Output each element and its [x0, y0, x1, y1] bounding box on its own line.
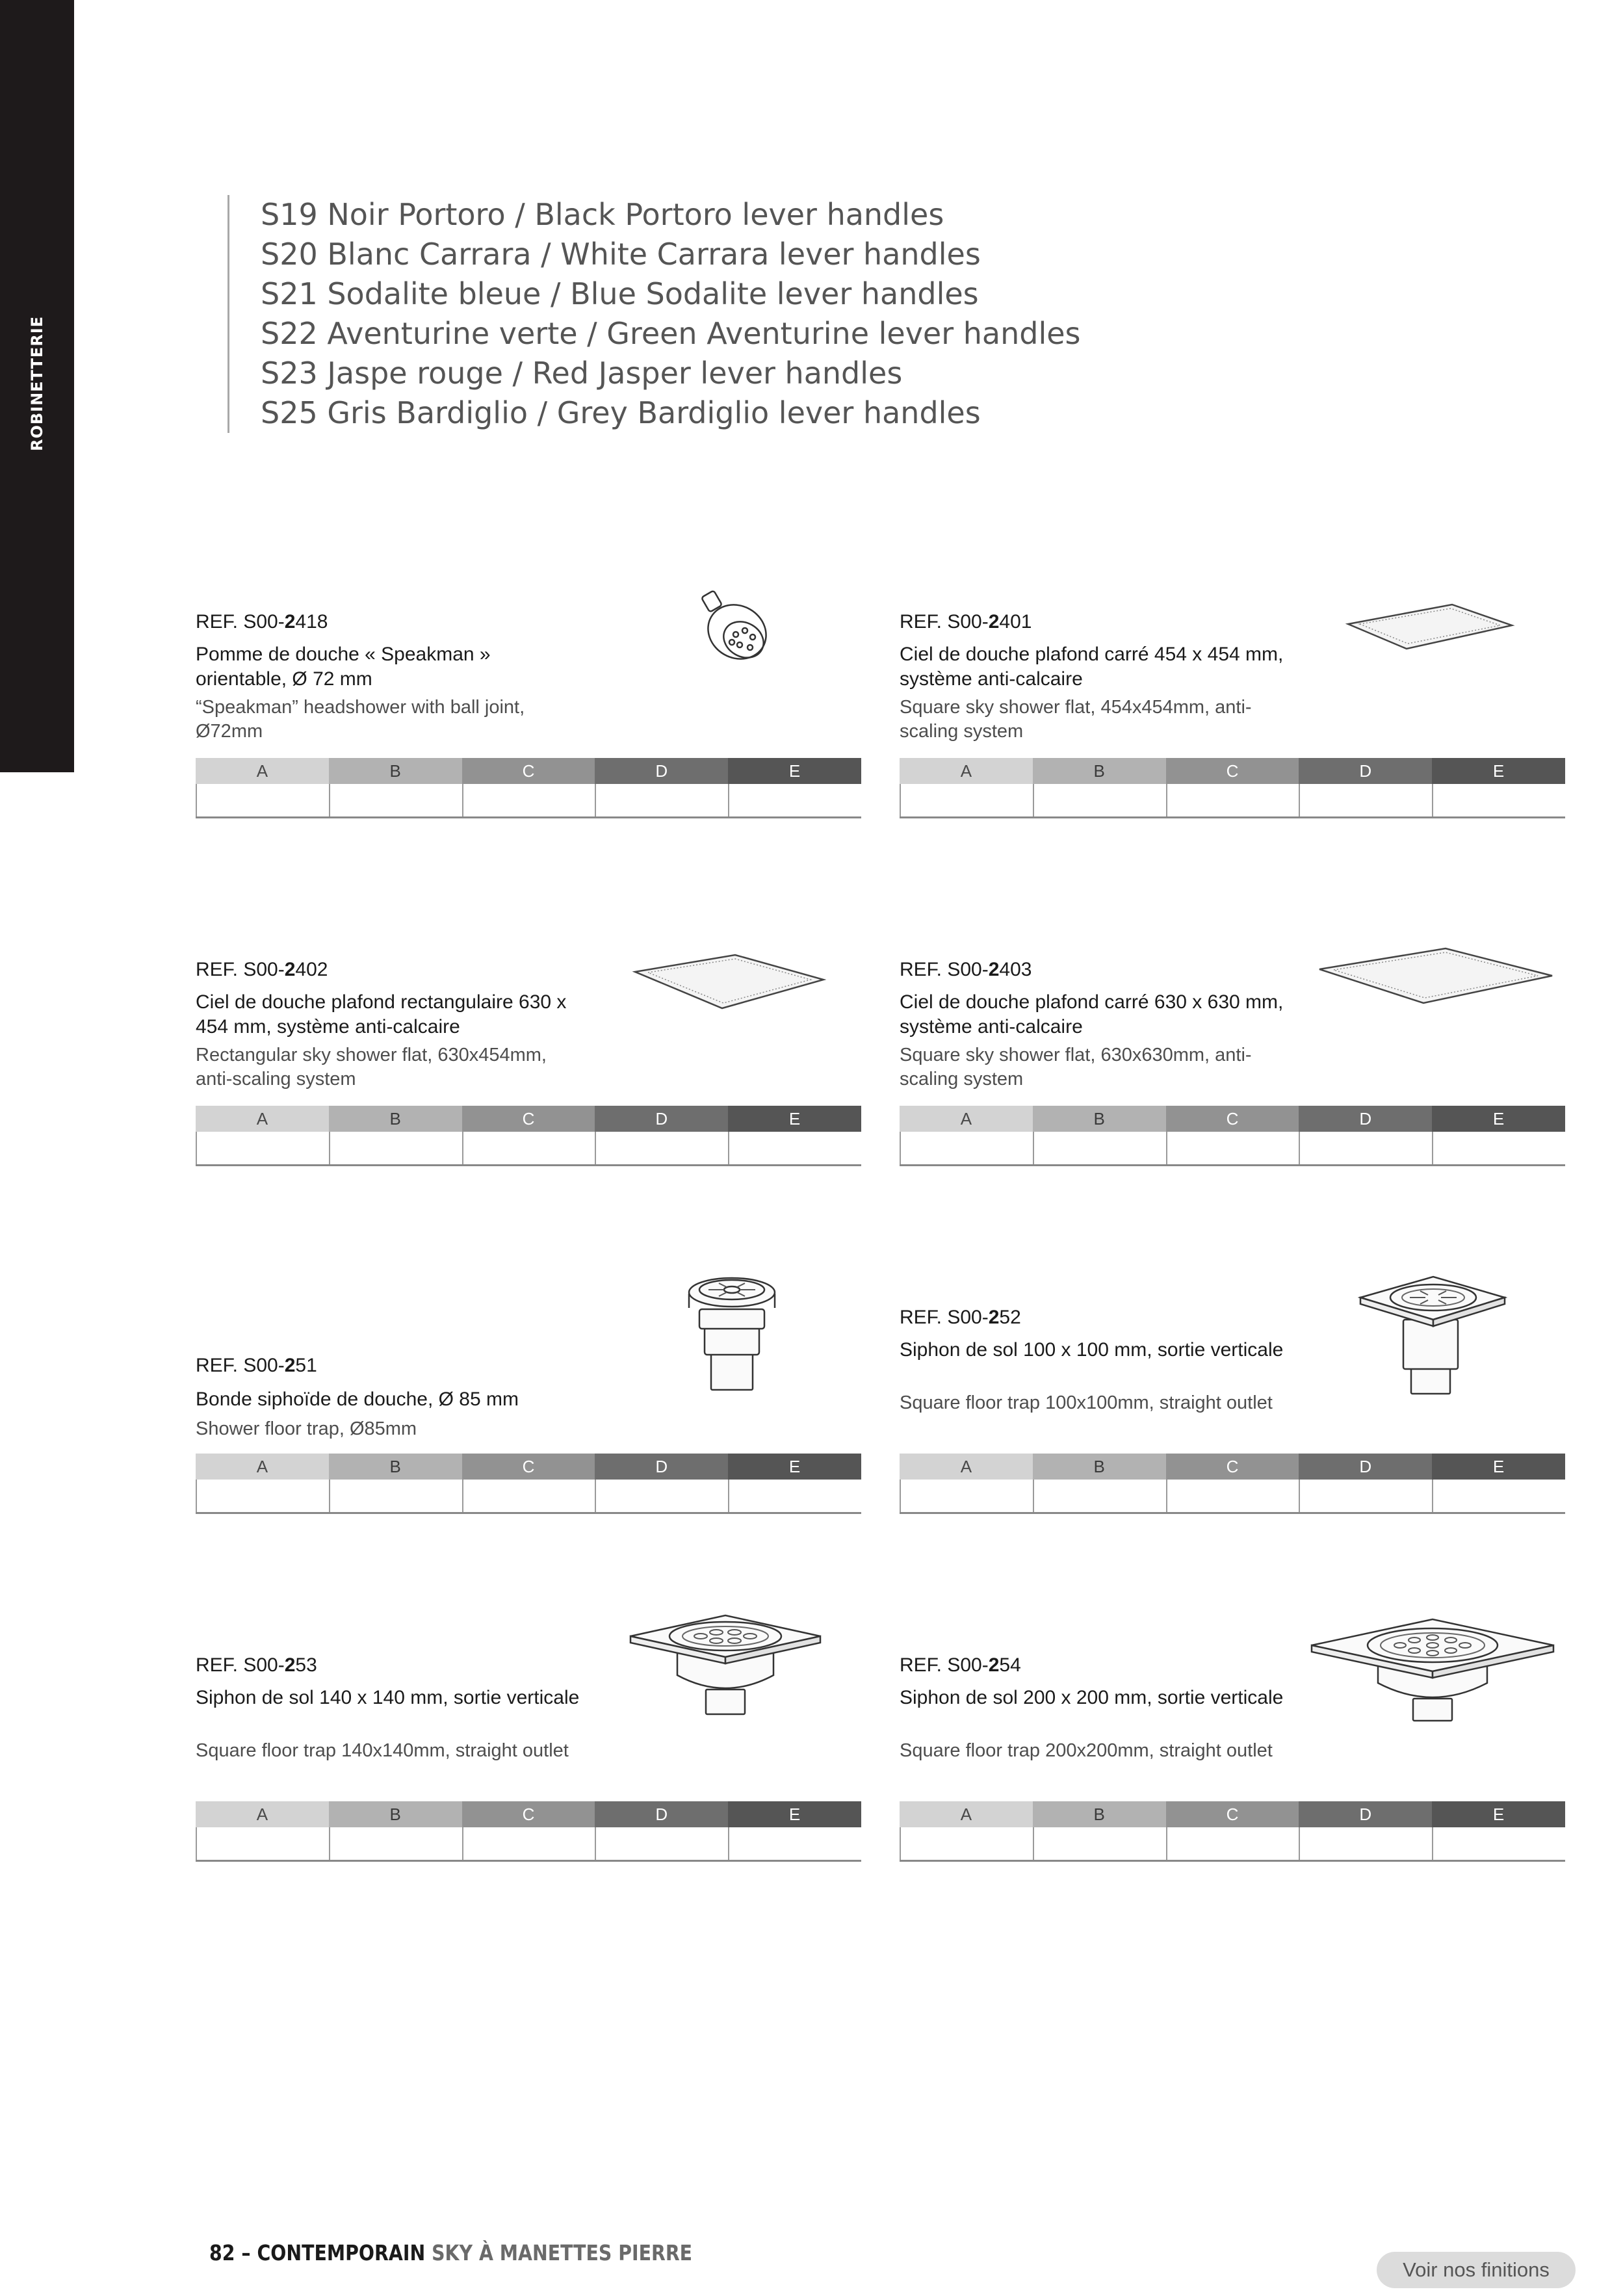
product-card [196, 1300, 861, 1515]
grade-header-d: D [595, 1801, 728, 1827]
grade-cell-c [1166, 1132, 1299, 1164]
grade-header-c: C [462, 758, 595, 784]
product-description-fr: Bonde siphoïde de douche, Ø 85 mm [196, 1389, 519, 1410]
product-description-en: Rectangular sky shower flat, 630x454mm, anti-scaling system [196, 1045, 547, 1089]
grade-header-a: A [196, 1454, 329, 1480]
product-card [900, 605, 1565, 819]
grade-header-e: E [1432, 1454, 1565, 1480]
grade-cell-a [900, 784, 1033, 816]
grade-cell-b [329, 1480, 462, 1512]
price-grade-table [900, 1454, 1565, 1514]
grade-header-e: E [728, 758, 861, 784]
floor-trap-100-icon [1358, 1268, 1507, 1404]
grade-header-b: B [1033, 1454, 1166, 1480]
grade-cell-e [1432, 1132, 1565, 1164]
grade-cell-c [1166, 1480, 1299, 1512]
grade-header-a: A [196, 1106, 329, 1132]
grade-cell-a [900, 1827, 1033, 1860]
grade-cell-e [1432, 1480, 1565, 1512]
price-grade-table [196, 1801, 861, 1862]
product-description-fr: Siphon de sol 140 x 140 mm, sortie verticale [196, 1687, 580, 1708]
square-sky-shower-icon [1342, 599, 1517, 658]
grade-cell-b [1033, 1132, 1166, 1164]
view-finishes-button[interactable]: Voir nos finitions [1377, 2252, 1576, 2288]
grade-header-b: B [1033, 1106, 1166, 1132]
product-description-fr: Siphon de sol 100 x 100 mm, sortie verticale [900, 1339, 1284, 1361]
grade-cell-d [1299, 1480, 1432, 1512]
grade-header-d: D [595, 1454, 728, 1480]
price-grade-table [196, 1454, 861, 1514]
page-footer [209, 2240, 692, 2265]
large-square-sky-shower-icon [1316, 946, 1556, 1011]
grade-cell-d [595, 1132, 728, 1164]
rectangular-sky-shower-icon [631, 952, 826, 1017]
price-grade-table [900, 1106, 1565, 1166]
floor-trap-200-icon [1309, 1615, 1556, 1726]
grade-header-d: D [595, 1106, 728, 1132]
product-ref: REF. S00-2401 [900, 611, 1032, 633]
grade-cell-b [1033, 784, 1166, 816]
grade-cell-e [728, 1132, 861, 1164]
side-tab [0, 0, 74, 772]
product-description-en: Square floor trap 200x200mm, straight outlet [900, 1740, 1273, 1761]
grade-cell-d [1299, 784, 1432, 816]
grade-header-d: D [1299, 1801, 1432, 1827]
product-ref: REF. S00-254 [900, 1654, 1021, 1676]
grade-header-a: A [196, 1801, 329, 1827]
grade-cell-a [900, 1132, 1033, 1164]
product-description-fr: Ciel de douche plafond rectangulaire 630 x 454 mm, système anti-calcaire [196, 991, 567, 1037]
grade-header-c: C [1166, 1106, 1299, 1132]
product-ref: REF. S00-252 [900, 1307, 1021, 1328]
product-card [900, 952, 1565, 1167]
finish-item: S23 Jaspe rouge / Red Jasper lever handles [261, 356, 903, 391]
grade-header-c: C [1166, 1454, 1299, 1480]
finish-item: S25 Gris Bardiglio / Grey Bardiglio lever handles [261, 395, 981, 430]
footer-collection: SKY À MANETTES PIERRE [432, 2240, 693, 2265]
grade-header-c: C [1166, 758, 1299, 784]
grade-cell-d [1299, 1827, 1432, 1860]
grade-header-a: A [900, 1801, 1033, 1827]
price-grade-table [900, 758, 1565, 818]
headshower-icon [693, 585, 777, 670]
finish-item: S20 Blanc Carrara / White Carrara lever handles [261, 237, 981, 272]
grade-header-b: B [329, 1454, 462, 1480]
finish-item: S22 Aventurine verte / Green Aventurine lever handles [261, 316, 1081, 351]
grade-cell-c [462, 1827, 595, 1860]
grade-cell-a [900, 1480, 1033, 1512]
grade-cell-b [1033, 1480, 1166, 1512]
grade-cell-d [595, 1480, 728, 1512]
grade-header-a: A [900, 1454, 1033, 1480]
grade-header-c: C [1166, 1801, 1299, 1827]
grade-header-d: D [595, 758, 728, 784]
grade-cell-b [329, 1132, 462, 1164]
grade-cell-e [1432, 1827, 1565, 1860]
grade-cell-c [462, 784, 595, 816]
product-ref: REF. S00-253 [196, 1654, 317, 1676]
grade-cell-e [728, 1480, 861, 1512]
product-card [196, 605, 861, 819]
finish-item: S19 Noir Portoro / Black Portoro lever handles [261, 197, 944, 232]
product-description-fr: Ciel de douche plafond carré 454 x 454 mm, système anti-calcaire [900, 644, 1284, 690]
grade-header-e: E [728, 1454, 861, 1480]
grade-cell-b [1033, 1827, 1166, 1860]
finishes-list [227, 195, 1081, 433]
product-ref: REF. S00-2402 [196, 959, 328, 980]
product-card [196, 952, 861, 1167]
grade-header-c: C [462, 1106, 595, 1132]
grade-header-b: B [1033, 1801, 1166, 1827]
product-ref: REF. S00-2403 [900, 959, 1032, 980]
product-description-fr: Pomme de douche « Speakman » orientable, Ø 72 mm [196, 644, 491, 690]
grade-cell-a [196, 1480, 329, 1512]
grade-cell-c [462, 1480, 595, 1512]
footer-page-label: 82 – CONTEMPORAIN [209, 2240, 426, 2265]
product-description-en: Square sky shower flat, 454x454mm, anti-scaling system [900, 697, 1252, 742]
round-floor-trap-icon [680, 1268, 784, 1404]
grade-cell-c [1166, 1827, 1299, 1860]
grade-cell-a [196, 784, 329, 816]
price-grade-table [196, 1106, 861, 1166]
grade-cell-d [595, 1827, 728, 1860]
grade-cell-b [329, 1827, 462, 1860]
product-description-en: Square floor trap 140x140mm, straight outlet [196, 1740, 569, 1761]
grade-header-b: B [329, 758, 462, 784]
product-card [196, 1648, 861, 1862]
product-description-en: Square floor trap 100x100mm, straight outlet [900, 1392, 1273, 1413]
grade-cell-d [595, 784, 728, 816]
grade-header-b: B [329, 1801, 462, 1827]
side-tab-label: ROBINETTERIE [28, 315, 46, 452]
grade-cell-b [329, 784, 462, 816]
grade-cell-e [728, 1827, 861, 1860]
grade-header-d: D [1299, 758, 1432, 784]
grade-cell-a [196, 1827, 329, 1860]
product-description-en: Shower floor trap, Ø85mm [196, 1418, 417, 1439]
product-description-en: Square sky shower flat, 630x630mm, anti-scaling system [900, 1045, 1252, 1089]
grade-cell-d [1299, 1132, 1432, 1164]
grade-cell-c [1166, 784, 1299, 816]
grade-header-e: E [1432, 1106, 1565, 1132]
grade-cell-e [728, 784, 861, 816]
grade-cell-c [462, 1132, 595, 1164]
grade-header-b: B [1033, 758, 1166, 784]
grade-header-e: E [728, 1106, 861, 1132]
product-card [900, 1648, 1565, 1862]
grade-header-d: D [1299, 1454, 1432, 1480]
grade-header-a: A [900, 758, 1033, 784]
grade-header-a: A [900, 1106, 1033, 1132]
product-description-en: “Speakman” headshower with ball joint, Ø72mm [196, 697, 525, 742]
grade-header-c: C [462, 1801, 595, 1827]
grade-header-e: E [1432, 758, 1565, 784]
price-grade-table [900, 1801, 1565, 1862]
grade-cell-a [196, 1132, 329, 1164]
product-description-fr: Ciel de douche plafond carré 630 x 630 mm, système anti-calcaire [900, 991, 1284, 1037]
floor-trap-140-icon [628, 1610, 823, 1721]
grade-header-e: E [728, 1801, 861, 1827]
grade-header-b: B [329, 1106, 462, 1132]
grade-cell-e [1432, 784, 1565, 816]
grade-header-c: C [462, 1454, 595, 1480]
product-description-fr: Siphon de sol 200 x 200 mm, sortie verticale [900, 1687, 1284, 1708]
finish-item: S21 Sodalite bleue / Blue Sodalite lever handles [261, 276, 979, 311]
product-ref: REF. S00-2418 [196, 611, 328, 633]
price-grade-table [196, 758, 861, 818]
product-ref: REF. S00-251 [196, 1355, 317, 1376]
grade-header-e: E [1432, 1801, 1565, 1827]
grade-header-d: D [1299, 1106, 1432, 1132]
grade-header-a: A [196, 758, 329, 784]
product-card [900, 1300, 1565, 1515]
